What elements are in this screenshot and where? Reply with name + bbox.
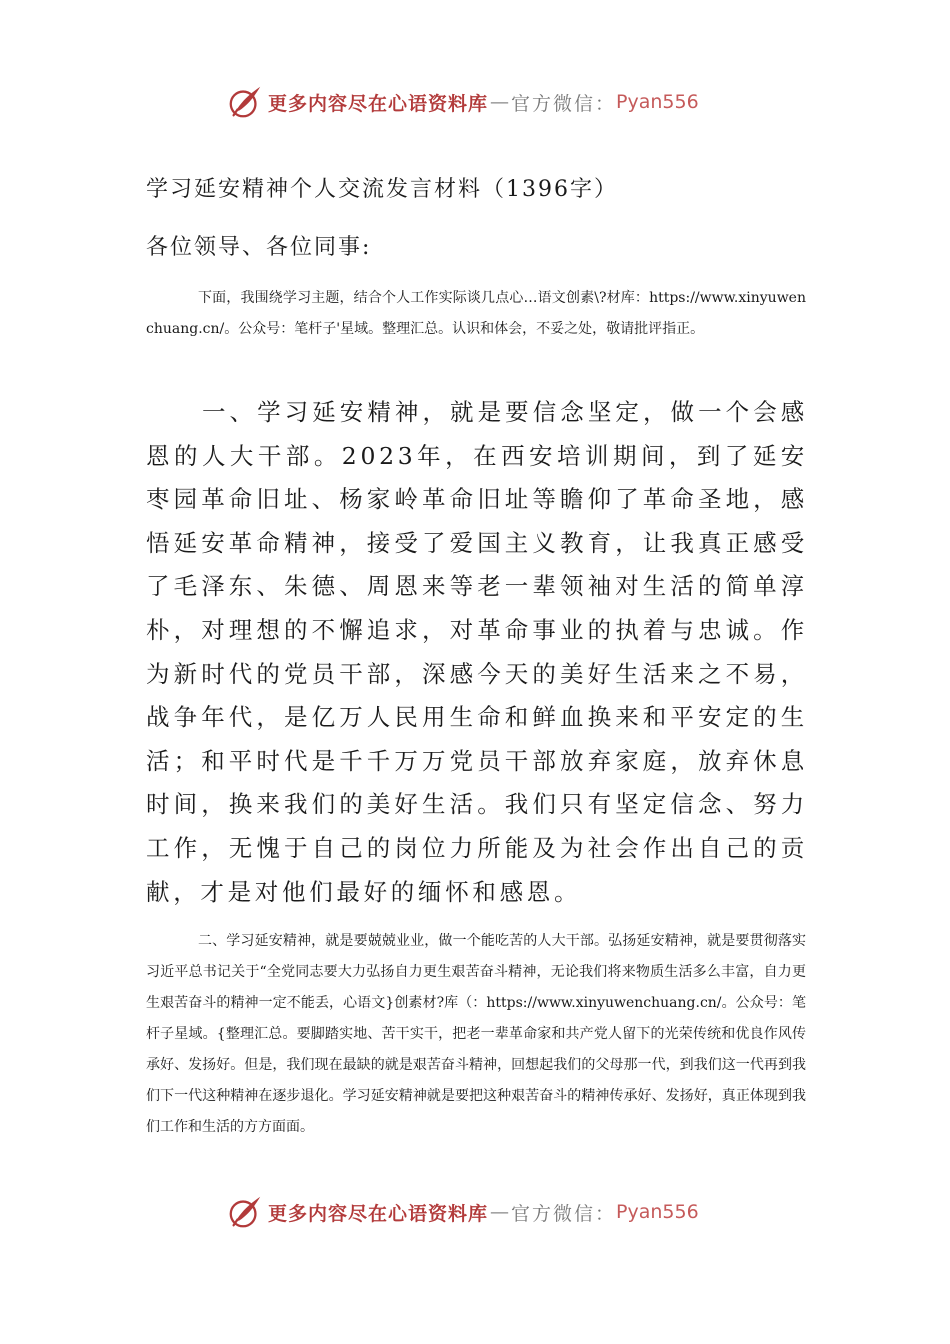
watermark-wechat-label: 官方微信： [511, 1202, 617, 1225]
watermark-banner-bottom [226, 1192, 746, 1232]
watermark-dash: — [490, 1201, 510, 1223]
salutation: 各位领导、各位同事: [146, 235, 372, 260]
paragraph-section-two: 二、学习延安精神，就是要兢兢业业，做一个能吃苦的人大干部。弘扬延安精神，就是要贯彻落实习近平总书记关于“全党同志要大力弘扬自力更生艰苦奋斗精神，无论我们将来物质生活多么丰富，自力更生艰苦奋斗的精神一定不能丢，心语文}创素材?库（：https://www.xinyuwenchuang.cn/。公众号：笔杆子星域。{整理汇总。要脚踏实地、苦干实干，把老一辈革命家和共产党人留下的光荣传统和优良作风传承好、发扬好。但是，我们现在最缺的就是艰苦奋斗精神，回想起我们的父母那一代，到我们这一代再到我们下一代这种精神在逐步退化。学习延安精神就是要把这种艰苦奋斗的精神传承好、发扬好，真正体现到我们工作和生活的方方面面。 [146, 933, 806, 1135]
watermark-wechat-id: Pyan556 [616, 1201, 699, 1223]
quill-logo-icon [226, 1193, 264, 1231]
quill-logo-icon [226, 83, 264, 121]
paragraph-intro: 下面，我围绕学习主题，结合个人工作实际谈几点心…语文创素\?材库：https://www.xinyuwenchuang.cn/。公众号：笔杆子'星域。整理汇总。认识和体会，不妥之处，敬请批评指正。 [146, 290, 806, 337]
watermark-banner-top [226, 82, 746, 122]
paragraph-section-one: 一、学习延安精神，就是要信念坚定，做一个会感恩的人大干部。2023年，在西安培训期间，到了延安枣园革命旧址、杨家岭革命旧址等瞻仰了革命圣地，感悟延安革命精神，接受了爱国主义教育，让我真正感受了毛泽东、朱德、周恩来等老一辈领袖对生活的简单淳朴，对理想的不懈追求，对革命事业的执着与忠诚。作为新时代的党员干部，深感今天的美好生活来之不易，战争年代，是亿万人民用生命和鲜血换来和平安定的生活；和平时代是千千万万党员干部放弃家庭，放弃休息时间，换来我们的美好生活。我们只有坚定信念、努力工作，无愧于自己的岗位力所能及为社会作出自己的贡献，才是对他们最好的缅怀和感恩。 [146, 398, 808, 906]
watermark-text: 更多内容尽在心语资料库 [268, 1202, 489, 1225]
watermark-text: 更多内容尽在心语资料库 [268, 92, 489, 115]
document-title: 学习延安精神个人交流发言材料（1396字） [146, 177, 618, 202]
watermark-wechat-label: 官方微信： [511, 92, 617, 115]
watermark-wechat-id: Pyan556 [616, 91, 699, 113]
watermark-dash: — [490, 91, 510, 113]
